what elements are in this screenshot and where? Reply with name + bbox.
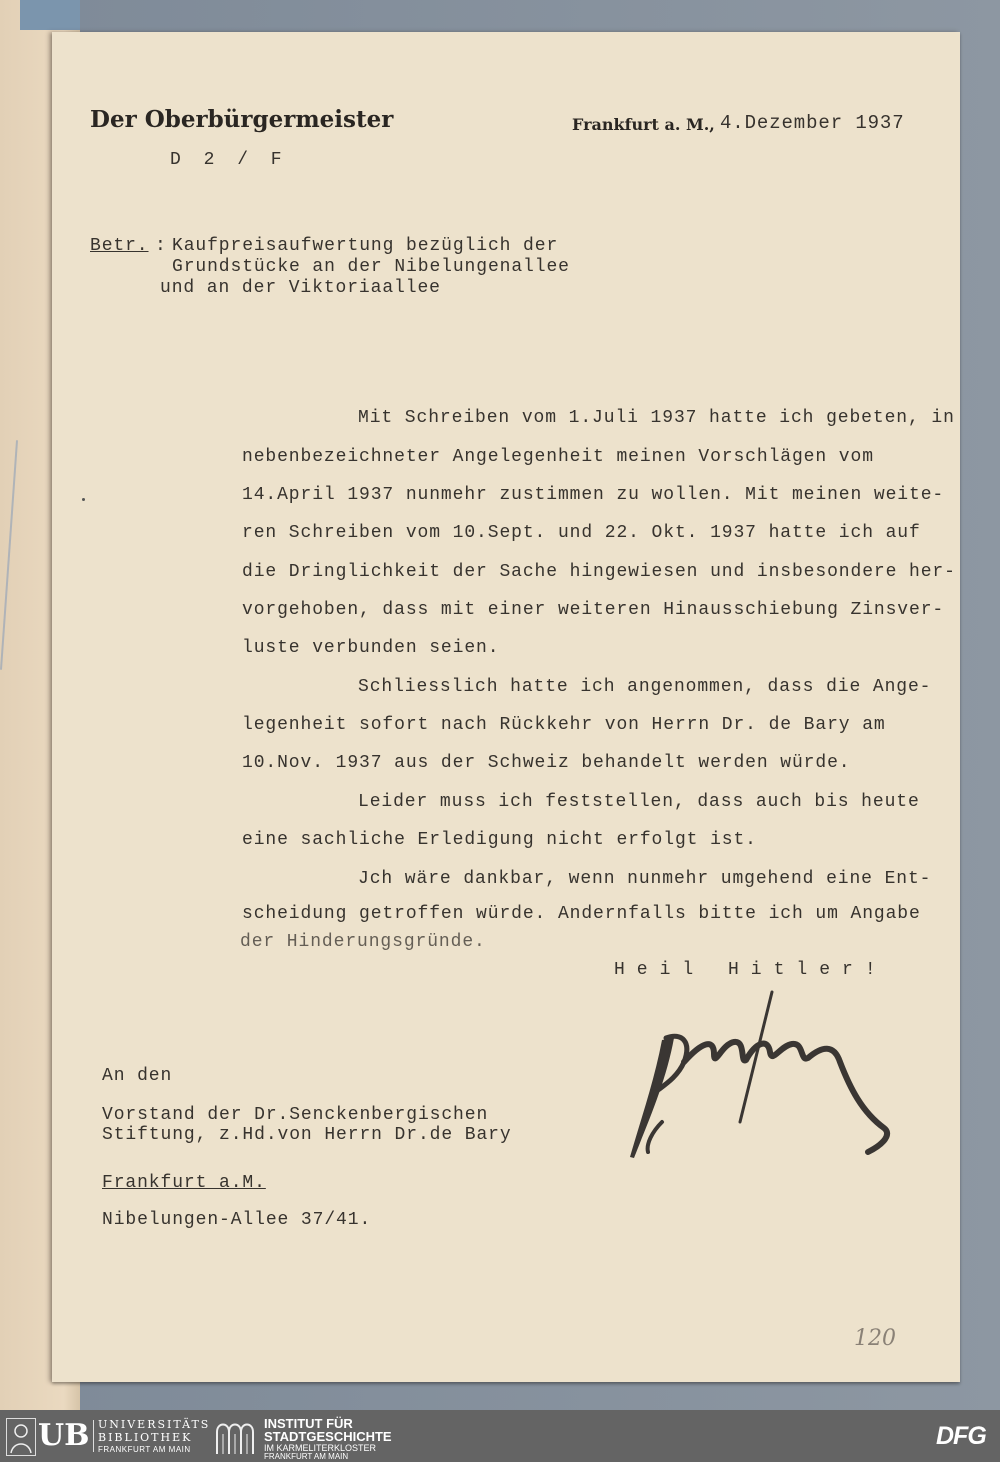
address-line: An den: [102, 1066, 173, 1086]
subject-label: Betr.: [90, 236, 149, 256]
body-line: ren Schreiben vom 10.Sept. und 22. Okt. 1937 hatte ich auf: [242, 523, 921, 543]
body-line: die Dringlichkeit der Sache hingewiesen und insbesondere her-: [242, 562, 956, 582]
back-sheet-pencil-line: [0, 440, 18, 670]
isg-name-line: STADTGESCHICHTE: [264, 1429, 392, 1444]
paper-mark: [82, 498, 85, 501]
body-line: eine sachliche Erledigung nicht erfolgt ist.: [242, 830, 757, 850]
body-line: der Hinderungsgründe.: [240, 932, 486, 952]
body-line: Leider muss ich feststellen, dass auch bis heute: [358, 792, 920, 812]
body-line: 10.Nov. 1937 aus der Schweiz behandelt werden würde.: [242, 753, 851, 773]
address-line: Stiftung, z.Hd.von Herrn Dr.de Bary: [102, 1125, 512, 1145]
subject-line: Grundstücke an der Nibelungenallee: [172, 257, 570, 277]
subject-line: Kaufpreisaufwertung bezüglich der: [172, 236, 559, 256]
ub-name-line: UNIVERSITÄTS: [98, 1418, 211, 1431]
isg-sub-line: IM KARMELITERKLOSTER: [264, 1443, 377, 1453]
ub-location-line: FRANKFURT AM MAIN: [98, 1445, 191, 1454]
ub-abbreviation: UB: [38, 1418, 90, 1453]
body-line: vorgehoben, dass mit einer weiteren Hinausschiebung Zinsver-: [242, 600, 945, 620]
closing-salutation: Heil Hitler!: [614, 960, 888, 980]
ub-divider: [93, 1420, 94, 1452]
ub-portrait-logo-icon: [6, 1418, 36, 1456]
letter-date: 4.Dezember 1937: [720, 112, 905, 134]
ub-name-line: BIBLIOTHEK: [98, 1431, 193, 1444]
dfg-logo: DFG: [936, 1422, 986, 1450]
address-city: Frankfurt a.M.: [102, 1173, 266, 1193]
address-street: Nibelungen-Allee 37/41.: [102, 1210, 372, 1230]
isg-location-line: FRANKFURT AM MAIN: [264, 1452, 349, 1461]
body-line: 14.April 1937 nunmehr zustimmen zu wollen. Mit meinen weite-: [242, 485, 945, 505]
archive-number: 120: [854, 1326, 896, 1351]
city-label: Frankfurt a. M.,: [572, 115, 715, 134]
back-sheet-tape: [20, 0, 80, 30]
letterhead: Der Oberbürgermeister: [90, 106, 394, 133]
body-line: Schliesslich hatte ich angenommen, dass die Ange-: [358, 677, 932, 697]
address-line: Vorstand der Dr.Senckenbergischen: [102, 1105, 489, 1125]
letter-page: [52, 32, 960, 1382]
footer-bar: [0, 1410, 1000, 1462]
subject-line: und an der Viktoriaallee: [160, 278, 441, 298]
isg-arches-logo-icon: [214, 1416, 256, 1456]
body-line: luste verbunden seien.: [242, 638, 500, 658]
reference-code: D 2 / F: [170, 150, 288, 170]
body-line: scheidung getroffen würde. Andernfalls bitte ich um Angabe: [242, 904, 921, 924]
subject-colon: :: [155, 236, 167, 256]
body-line: Mit Schreiben vom 1.Juli 1937 hatte ich gebeten, in: [358, 408, 955, 428]
body-line: legenheit sofort nach Rückkehr von Herrn Dr. de Bary am: [242, 715, 886, 735]
body-line: Jch wäre dankbar, wenn nunmehr umgehend eine Ent-: [358, 869, 932, 889]
handwritten-signature-icon: [622, 972, 922, 1192]
body-line: nebenbezeichneter Angelegenheit meinen Vorschlägen vom: [242, 447, 874, 467]
isg-name-line: INSTITUT FÜR: [264, 1416, 353, 1431]
